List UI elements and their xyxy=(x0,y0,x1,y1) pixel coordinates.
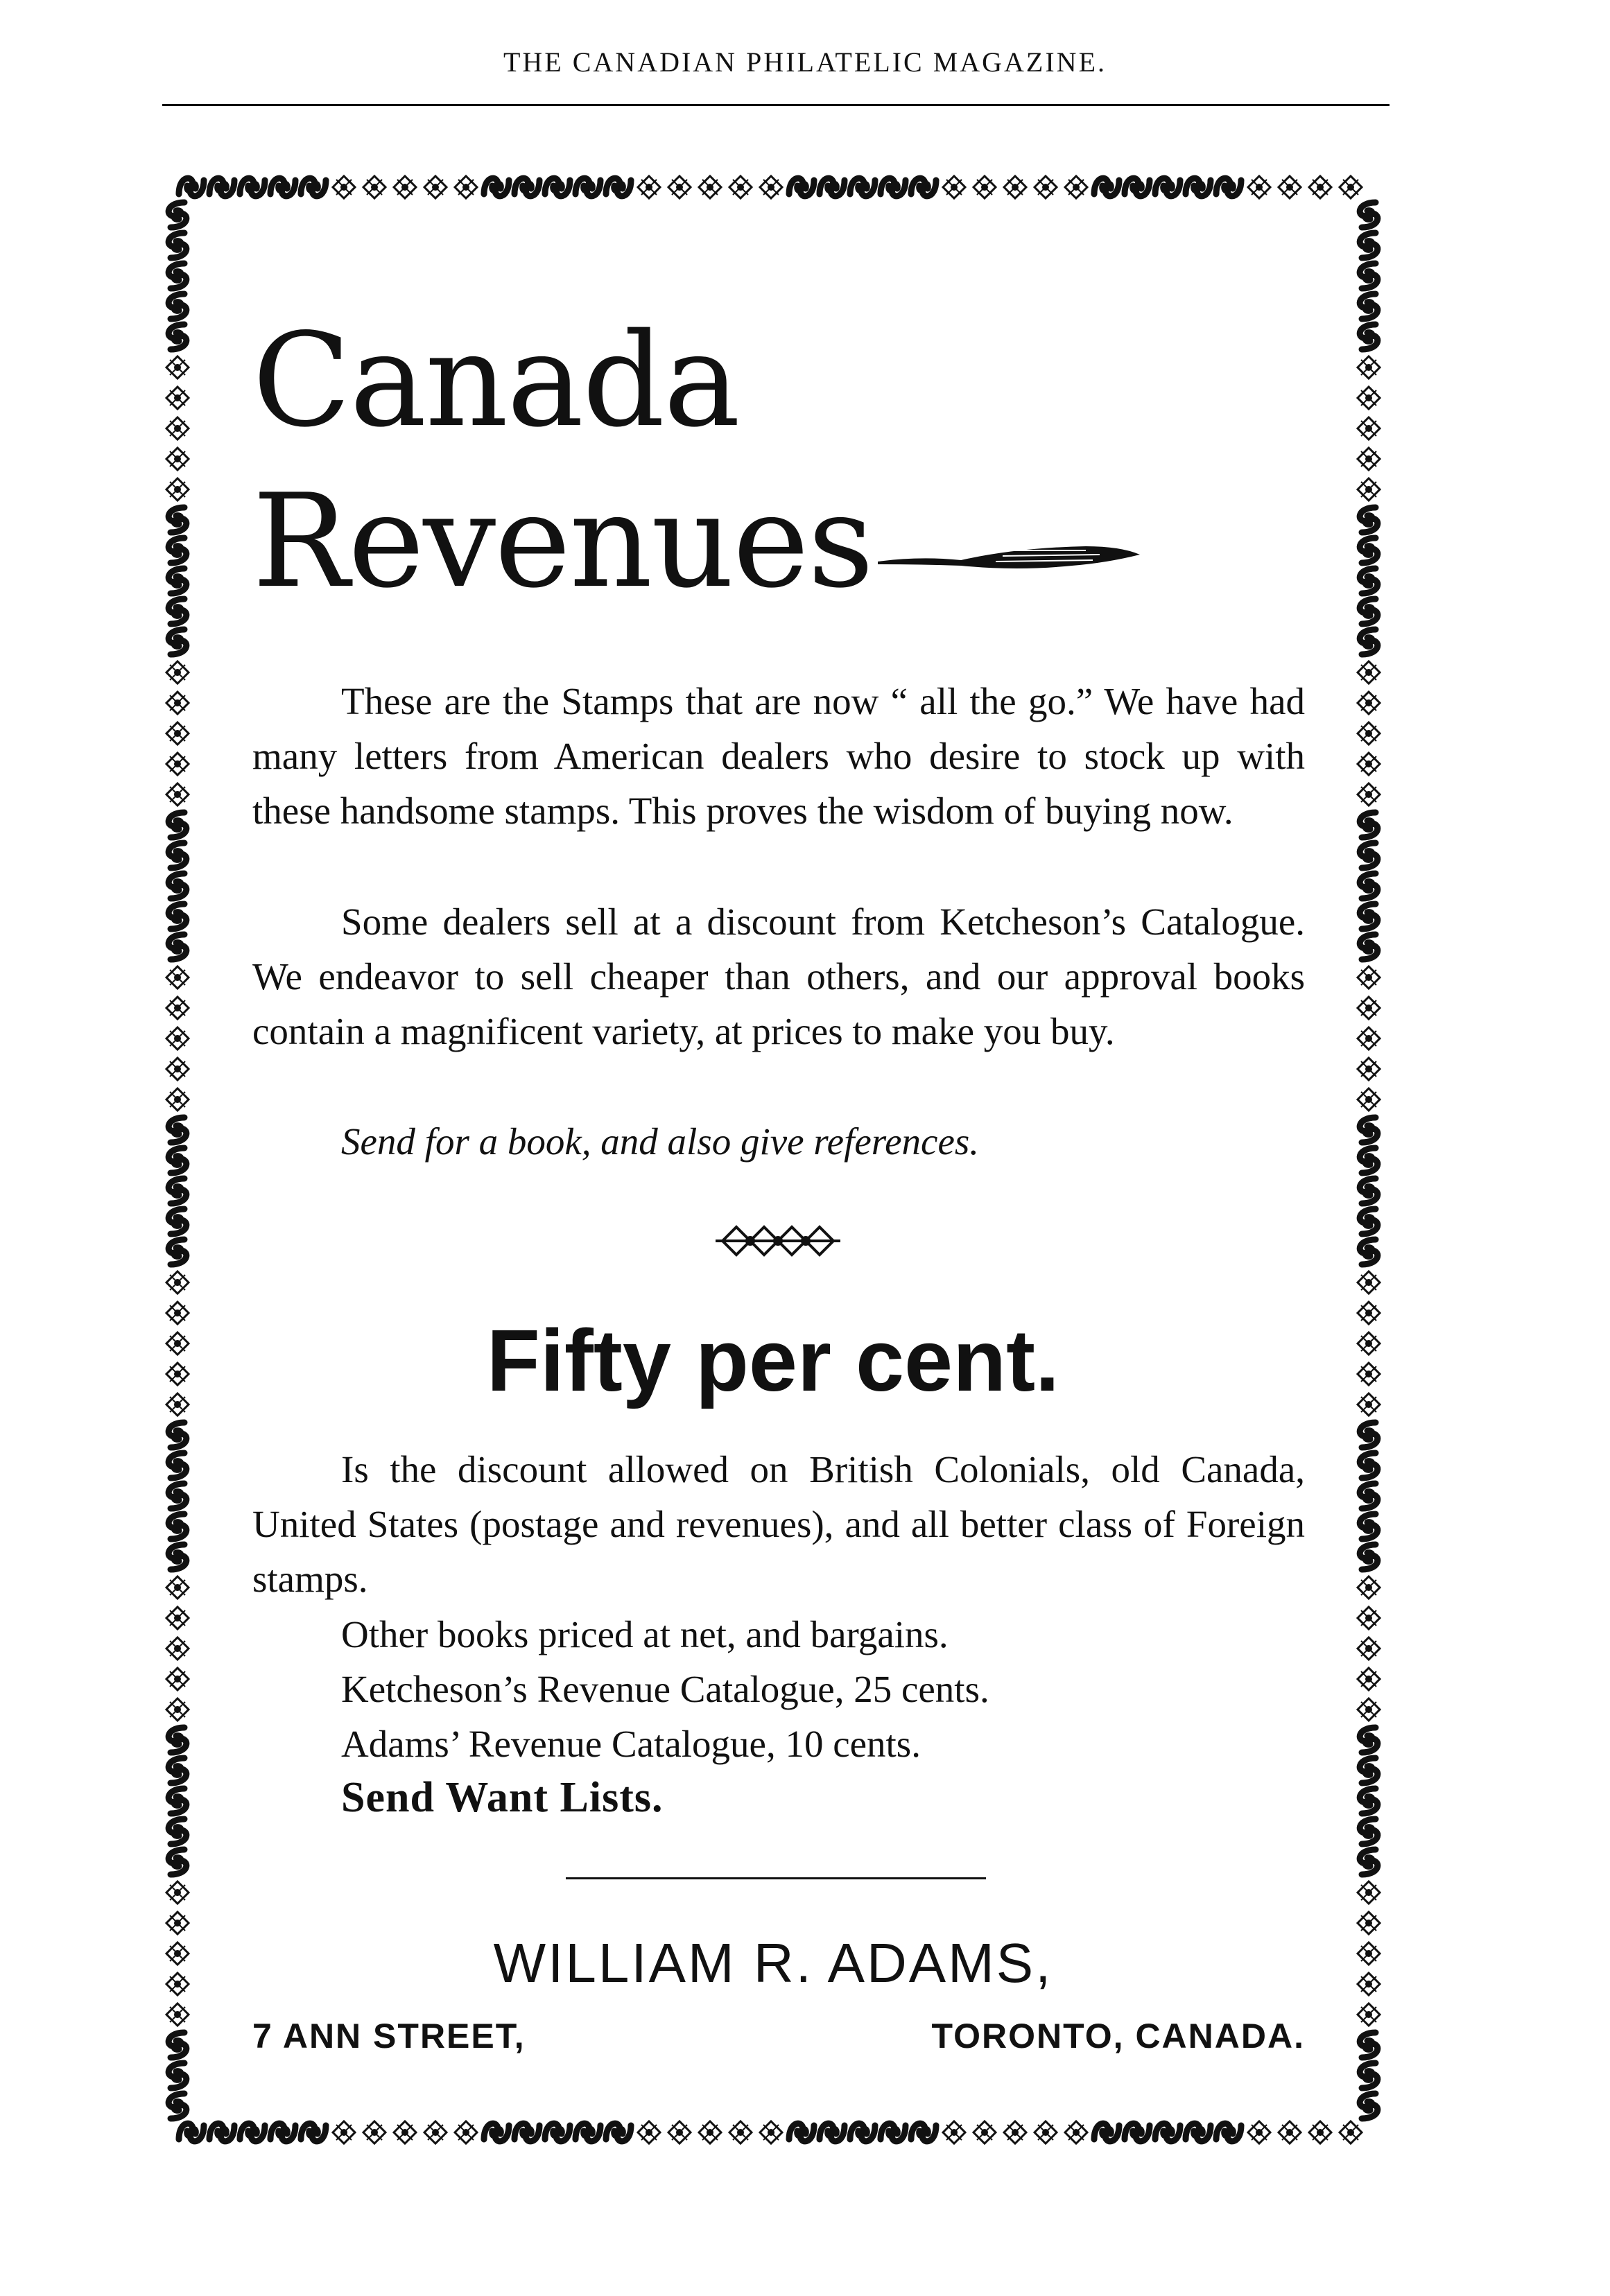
send-want-lists: Send Want Lists. xyxy=(341,1774,664,1821)
advertiser-name: WILLIAM R. ADAMS, xyxy=(493,1932,1053,1994)
paragraph-stamps-demand: These are the Stamps that are now “ all the go.” We have had many letters from American dealers who desire to stock up with these handsome stamps. This proves the wisdom of buying now. xyxy=(252,680,1305,832)
paragraph-send-for-book: Send for a book, and also give references. xyxy=(341,1120,980,1163)
quill-pen-icon xyxy=(878,520,1141,589)
signature-rule xyxy=(566,1877,986,1879)
line-other-books: Other books priced at net, and bargains. xyxy=(341,1613,949,1655)
line-adams-catalogue: Adams’ Revenue Catalogue, 10 cents. xyxy=(341,1723,921,1765)
star-divider-icon xyxy=(709,1213,847,1269)
running-head: THE CANADIAN PHILATELIC MAGAZINE. xyxy=(503,46,1107,78)
address-street: 7 ANN STREET, xyxy=(252,2017,526,2055)
heading-canada: Canada xyxy=(252,305,739,455)
header-rule xyxy=(162,104,1390,106)
line-ketcheson-catalogue: Ketcheson’s Revenue Catalogue, 25 cents. xyxy=(341,1668,989,1710)
advertisement-frame xyxy=(164,173,1383,2146)
heading-fifty-per-cent: Fifty per cent. xyxy=(486,1312,1060,1409)
heading-revenues: Revenues xyxy=(252,466,873,616)
address-city: TORONTO, CANADA. xyxy=(931,2017,1305,2055)
paragraph-discount-allowed: Is the discount allowed on British Colonials, old Canada, United States (postage and revenues), and all better class of Foreign stamps. xyxy=(252,1448,1305,1600)
paragraph-discount: Some dealers sell at a discount from Ketcheson’s Catalogue. We endeavor to sell cheaper than others, and our approval books contain a magnificent variety, at prices to make you buy. xyxy=(252,901,1305,1052)
